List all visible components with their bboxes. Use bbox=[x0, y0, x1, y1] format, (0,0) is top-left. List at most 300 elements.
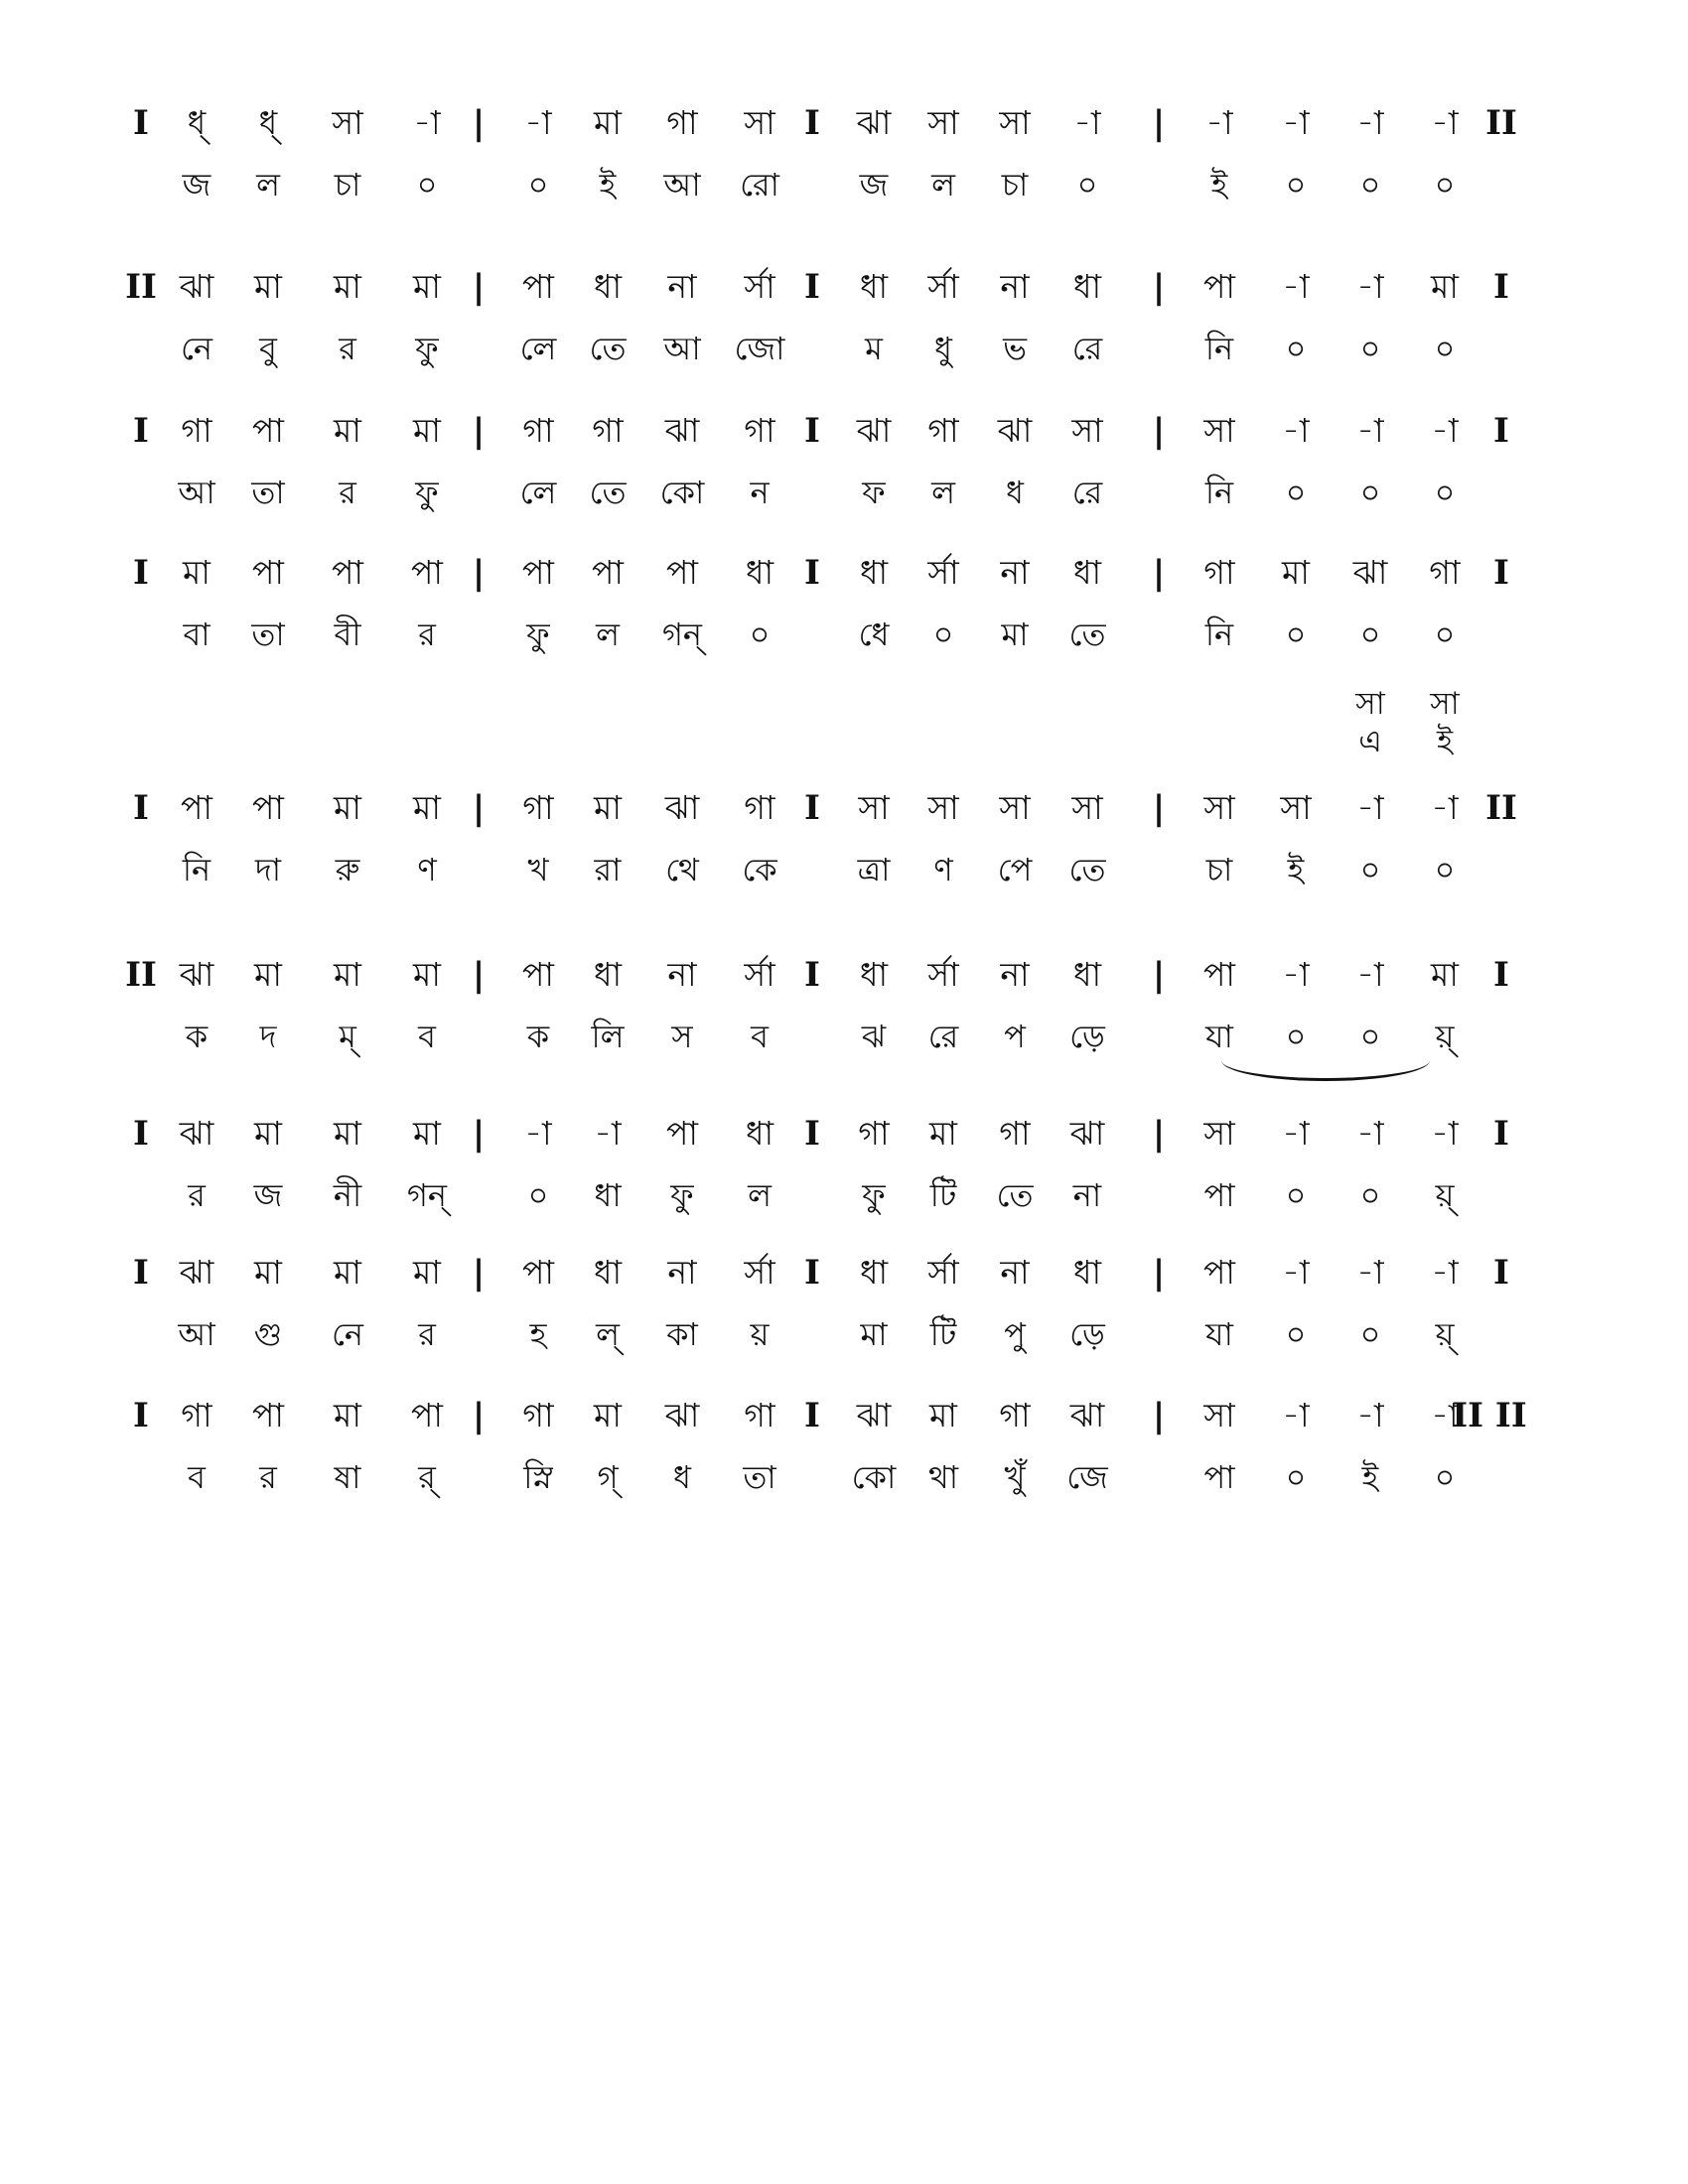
swara-line bbox=[0, 784, 1688, 844]
swara-note: -া bbox=[1431, 103, 1459, 142]
swara-note: -া bbox=[1282, 411, 1310, 450]
lyric-syllable: নি bbox=[182, 851, 211, 888]
swara-note: সা bbox=[332, 103, 363, 142]
bar-line: I bbox=[133, 103, 149, 143]
lyric-syllable: কো bbox=[851, 1458, 897, 1496]
alternate-lyric: ই bbox=[1436, 724, 1454, 759]
lyric-syllable: খুঁ bbox=[1004, 1458, 1026, 1496]
lyric-line bbox=[0, 846, 1688, 905]
lyric-syllable: চা bbox=[334, 166, 361, 204]
lyric-syllable: গন্ bbox=[661, 615, 703, 653]
lyric-syllable: য়্ bbox=[1435, 1176, 1455, 1214]
swara-note: সা bbox=[1280, 788, 1312, 827]
swara-note: ঝা bbox=[664, 788, 700, 827]
lyric-syllable: লি bbox=[591, 1018, 625, 1055]
lyric-syllable: তা bbox=[743, 1458, 776, 1496]
swara-note: সা bbox=[1203, 411, 1235, 450]
lyric-syllable: ০ bbox=[1359, 851, 1381, 888]
lyric-syllable: ০ bbox=[416, 166, 438, 204]
lyric-syllable: ক bbox=[185, 1018, 209, 1055]
swara-note: গা bbox=[999, 1396, 1031, 1434]
lyric-line bbox=[0, 1171, 1688, 1231]
swara-note: মা bbox=[334, 411, 361, 450]
bar-line: | bbox=[472, 1253, 486, 1293]
swara-note: মা bbox=[594, 1396, 622, 1434]
swara-note: -া bbox=[1356, 788, 1384, 827]
lyric-syllable: যা bbox=[1205, 1315, 1233, 1353]
lyric-syllable: পা bbox=[1203, 1176, 1235, 1214]
swara-note: ঝা bbox=[179, 267, 214, 306]
lyric-syllable: নি bbox=[1204, 615, 1234, 653]
swara-note: র্সা bbox=[927, 1253, 959, 1292]
swara-note: -া bbox=[1282, 955, 1310, 994]
bar-line: I bbox=[1493, 955, 1509, 995]
swara-note: ঝা bbox=[179, 1114, 214, 1153]
swara-line bbox=[0, 1110, 1688, 1169]
lyric-syllable: ০ bbox=[1434, 166, 1456, 204]
swara-note: ঝা bbox=[664, 411, 700, 450]
lyric-syllable: আ bbox=[178, 474, 215, 511]
bar-line: I bbox=[804, 267, 820, 307]
swara-note: গা bbox=[522, 411, 554, 450]
lyric-syllable: ০ bbox=[527, 1176, 549, 1214]
swara-note: সা bbox=[744, 103, 775, 142]
lyric-syllable: লে bbox=[519, 474, 557, 511]
lyric-syllable: ০ bbox=[1359, 1018, 1381, 1055]
slur-mark bbox=[1221, 1056, 1430, 1081]
bar-line: | bbox=[1152, 103, 1166, 143]
lyric-syllable: ০ bbox=[1434, 474, 1456, 511]
lyric-syllable: ঝ bbox=[861, 1018, 887, 1055]
swara-note: ধা bbox=[859, 267, 889, 306]
bar-line: I bbox=[804, 1396, 820, 1435]
lyric-syllable: টি bbox=[929, 1315, 957, 1353]
swara-note: গা bbox=[1429, 553, 1461, 592]
lyric-syllable: ষা bbox=[334, 1458, 361, 1496]
lyric-syllable: মা bbox=[860, 1315, 888, 1353]
swara-note: সা bbox=[927, 103, 959, 142]
bar-line: I bbox=[133, 553, 149, 593]
lyric-syllable: পা bbox=[1203, 1458, 1235, 1496]
lyric-syllable: চা bbox=[1001, 166, 1029, 204]
bar-line: | bbox=[1152, 788, 1166, 828]
swara-line bbox=[0, 407, 1688, 467]
lyric-syllable: রে bbox=[1071, 330, 1103, 367]
bar-line: I bbox=[804, 411, 820, 451]
lyric-syllable: দা bbox=[254, 851, 282, 888]
lyric-syllable: কা bbox=[666, 1315, 698, 1353]
swara-note: গা bbox=[181, 1396, 212, 1434]
lyric-syllable: ধে bbox=[858, 615, 890, 653]
swara-note: মা bbox=[413, 1114, 441, 1153]
swara-note: র্সা bbox=[927, 553, 959, 592]
swara-note: পা bbox=[522, 267, 554, 306]
bar-line: I bbox=[133, 1114, 149, 1154]
swara-note: গা bbox=[592, 411, 624, 450]
bar-line: | bbox=[1152, 411, 1166, 451]
swara-note: মা bbox=[254, 1114, 282, 1153]
swara-note: গা bbox=[744, 411, 775, 450]
swara-note: না bbox=[667, 1253, 697, 1292]
lyric-syllable: র bbox=[339, 330, 356, 367]
swara-note: -া bbox=[1356, 1253, 1384, 1292]
bar-line: I bbox=[133, 1253, 149, 1293]
swara-note: গা bbox=[999, 1114, 1031, 1153]
swara-note: মা bbox=[254, 1253, 282, 1292]
swara-note: র্সা bbox=[927, 267, 959, 306]
lyric-syllable: রে bbox=[927, 1018, 959, 1055]
swara-note: -া bbox=[1073, 103, 1101, 142]
lyric-syllable: ধা bbox=[594, 1176, 622, 1214]
swara-note: পা bbox=[1203, 1253, 1235, 1292]
bar-line: I bbox=[804, 1253, 820, 1293]
lyric-syllable: নে bbox=[331, 1315, 364, 1353]
lyric-syllable: ণ bbox=[933, 851, 953, 888]
bar-line: I bbox=[1493, 1114, 1509, 1154]
swara-note: র্সা bbox=[744, 1253, 775, 1292]
swara-note: ধা bbox=[745, 553, 774, 592]
swara-note: মা bbox=[929, 1114, 957, 1153]
lyric-syllable: ০ bbox=[749, 615, 771, 653]
swara-note: ধা bbox=[859, 553, 889, 592]
lyric-syllable: ফ bbox=[862, 474, 886, 511]
swara-note: মা bbox=[413, 788, 441, 827]
lyric-syllable: হ bbox=[529, 1315, 547, 1353]
swara-note: ধা bbox=[1072, 267, 1102, 306]
bar-line: | bbox=[1152, 955, 1166, 995]
bar-line: | bbox=[472, 788, 486, 828]
swara-note: সা bbox=[999, 788, 1031, 827]
lyric-syllable: জো bbox=[734, 330, 785, 367]
swara-note: মা bbox=[1282, 553, 1310, 592]
swara-note: ঝা bbox=[856, 103, 892, 142]
lyric-syllable: ক bbox=[526, 1018, 550, 1055]
lyric-syllable: তে bbox=[589, 474, 627, 511]
lyric-syllable: ল bbox=[748, 1176, 772, 1214]
lyric-syllable: ধ bbox=[1006, 474, 1024, 511]
lyric-syllable: ত্রা bbox=[857, 851, 891, 888]
swara-note: ধা bbox=[593, 267, 623, 306]
lyric-syllable: ০ bbox=[527, 166, 549, 204]
bar-line: | bbox=[472, 267, 486, 307]
lyric-syllable: র bbox=[339, 474, 356, 511]
lyric-syllable: খ bbox=[527, 851, 549, 888]
lyric-syllable: ব bbox=[751, 1018, 769, 1055]
lyric-syllable: নী bbox=[333, 1176, 362, 1214]
lyric-syllable: ০ bbox=[1285, 1315, 1307, 1353]
bar-line: II bbox=[1485, 788, 1517, 828]
swara-note: ধা bbox=[1072, 1253, 1102, 1292]
bar-line: | bbox=[472, 553, 486, 593]
swara-note: না bbox=[1000, 1253, 1030, 1292]
lyric-syllable: রো bbox=[740, 166, 779, 204]
alternate-lyric: এ bbox=[1358, 724, 1382, 759]
bar-line: II bbox=[125, 955, 157, 995]
lyric-syllable: র bbox=[418, 615, 436, 653]
swara-note: -া bbox=[1282, 1253, 1310, 1292]
bar-line: I bbox=[804, 788, 820, 828]
swara-note: মা bbox=[413, 955, 441, 994]
swara-note: পা bbox=[666, 1114, 698, 1153]
swara-line bbox=[0, 951, 1688, 1011]
swara-note: সা bbox=[1071, 411, 1103, 450]
swara-note: -া bbox=[1356, 1396, 1384, 1434]
bar-line: I bbox=[1493, 1253, 1509, 1293]
lyric-syllable: ম bbox=[865, 330, 883, 367]
bar-line: I bbox=[1493, 411, 1509, 451]
swara-line bbox=[0, 99, 1688, 159]
swara-note: গা bbox=[522, 788, 554, 827]
swara-note: মা bbox=[334, 1114, 361, 1153]
swara-note: গা bbox=[744, 788, 775, 827]
lyric-syllable: ই bbox=[1210, 166, 1228, 204]
swara-note: পা bbox=[1203, 267, 1235, 306]
swara-note: -া bbox=[1431, 1253, 1459, 1292]
lyric-syllable: ০ bbox=[1076, 166, 1098, 204]
swara-note: পা bbox=[252, 411, 284, 450]
lyric-syllable: ০ bbox=[932, 615, 954, 653]
swara-note: পা bbox=[252, 1396, 284, 1434]
lyric-line bbox=[0, 1453, 1688, 1513]
lyric-syllable: বু bbox=[259, 330, 277, 367]
lyric-syllable: ০ bbox=[1285, 1176, 1307, 1214]
lyric-syllable: নি bbox=[1204, 330, 1234, 367]
lyric-syllable: ফু bbox=[526, 615, 550, 653]
lyric-syllable: আ bbox=[178, 1315, 215, 1353]
bar-line: | bbox=[1152, 267, 1166, 307]
lyric-syllable: লে bbox=[519, 330, 557, 367]
bar-line: I bbox=[133, 1396, 149, 1435]
lyric-syllable: ল bbox=[931, 166, 955, 204]
swara-note: মা bbox=[413, 1253, 441, 1292]
lyric-syllable: যা bbox=[1205, 1018, 1233, 1055]
lyric-line bbox=[0, 161, 1688, 220]
swara-note: ধ্ bbox=[258, 103, 278, 142]
lyric-syllable: ০ bbox=[1285, 474, 1307, 511]
swara-note: পা bbox=[522, 1253, 554, 1292]
lyric-syllable: রে bbox=[1071, 474, 1103, 511]
swara-line bbox=[0, 1249, 1688, 1308]
swara-note: মা bbox=[254, 267, 282, 306]
lyric-line bbox=[0, 469, 1688, 528]
lyric-syllable: নে bbox=[180, 330, 213, 367]
lyric-syllable: তা bbox=[251, 615, 285, 653]
bar-line: | bbox=[472, 411, 486, 451]
swara-note: র্সা bbox=[927, 955, 959, 994]
lyric-syllable: ন bbox=[750, 474, 770, 511]
swara-note: সা bbox=[1203, 1396, 1235, 1434]
swara-note: গা bbox=[181, 411, 212, 450]
swara-note: মা bbox=[183, 553, 211, 592]
lyric-syllable: স্নি bbox=[523, 1458, 553, 1496]
lyric-syllable: ০ bbox=[1359, 1315, 1381, 1353]
lyric-syllable: য়্ bbox=[1435, 1018, 1455, 1055]
lyric-syllable: ০ bbox=[1285, 615, 1307, 653]
swara-note: -া bbox=[413, 103, 441, 142]
swara-note: পা bbox=[522, 955, 554, 994]
lyric-line bbox=[0, 611, 1688, 670]
swara-note: গা bbox=[666, 103, 698, 142]
swara-note: পা bbox=[411, 1396, 443, 1434]
lyric-syllable: ০ bbox=[1285, 1018, 1307, 1055]
swara-note: পা bbox=[252, 788, 284, 827]
lyric-syllable: বী bbox=[334, 615, 361, 653]
swara-line bbox=[0, 549, 1688, 609]
bar-line: I bbox=[804, 1114, 820, 1154]
swara-note: মা bbox=[334, 1396, 361, 1434]
lyric-syllable: ই bbox=[599, 166, 617, 204]
swara-note: ধা bbox=[745, 1114, 774, 1153]
lyric-syllable: ই bbox=[1361, 1458, 1379, 1496]
swara-note: -া bbox=[1282, 267, 1310, 306]
swara-note: ঝা bbox=[664, 1396, 700, 1434]
swara-note: ধা bbox=[593, 955, 623, 994]
swara-note: মা bbox=[334, 267, 361, 306]
lyric-syllable: কে bbox=[742, 851, 777, 888]
bar-line: I bbox=[133, 411, 149, 451]
bar-line: | bbox=[1152, 1253, 1166, 1293]
lyric-syllable: ০ bbox=[1434, 615, 1456, 653]
lyric-syllable: তা bbox=[251, 474, 285, 511]
swara-note: গা bbox=[1203, 553, 1235, 592]
swara-note: পা bbox=[411, 553, 443, 592]
swara-note: ঝা bbox=[179, 1253, 214, 1292]
lyric-syllable: ব bbox=[188, 1458, 206, 1496]
swara-note: ঝা bbox=[1069, 1396, 1105, 1434]
swara-note: মা bbox=[1431, 955, 1459, 994]
bar-line: II bbox=[1485, 103, 1517, 143]
lyric-line bbox=[0, 1013, 1688, 1072]
lyric-syllable: বা bbox=[183, 615, 211, 653]
lyric-syllable: য় bbox=[750, 1315, 770, 1353]
lyric-syllable: রা bbox=[594, 851, 622, 888]
swara-note: পা bbox=[181, 788, 212, 827]
swara-note: র্সা bbox=[744, 267, 775, 306]
lyric-syllable: তে bbox=[1068, 851, 1106, 888]
swara-note: মা bbox=[594, 788, 622, 827]
lyric-syllable: ধু bbox=[934, 330, 952, 367]
swara-note: পা bbox=[332, 553, 363, 592]
lyric-syllable: ল্ bbox=[596, 1315, 620, 1353]
swara-note: ঝা bbox=[856, 411, 892, 450]
swara-note: ঝা bbox=[997, 411, 1033, 450]
swara-note: -া bbox=[1205, 103, 1233, 142]
bar-line: | bbox=[1152, 1396, 1166, 1435]
alternate-swara: সা bbox=[1355, 686, 1385, 722]
lyric-syllable: ভ bbox=[1003, 330, 1027, 367]
lyric-syllable: মা bbox=[1001, 615, 1029, 653]
lyric-syllable: ড়ে bbox=[1069, 1315, 1105, 1353]
swara-note: না bbox=[667, 955, 697, 994]
swara-note: -া bbox=[1356, 1114, 1384, 1153]
swara-note: -া bbox=[1431, 411, 1459, 450]
swara-note: না bbox=[1000, 267, 1030, 306]
lyric-syllable: তে bbox=[1068, 615, 1106, 653]
swara-note: মা bbox=[1431, 267, 1459, 306]
swara-note: মা bbox=[413, 267, 441, 306]
swara-line bbox=[0, 263, 1688, 323]
lyric-syllable: র bbox=[418, 1315, 436, 1353]
swara-note: ধা bbox=[1072, 955, 1102, 994]
lyric-syllable: ণ bbox=[417, 851, 437, 888]
bar-line: | bbox=[472, 955, 486, 995]
lyric-syllable: ০ bbox=[1285, 166, 1307, 204]
swara-note: ধা bbox=[593, 1253, 623, 1292]
swara-note: -া bbox=[1282, 1114, 1310, 1153]
swara-note: পা bbox=[592, 553, 624, 592]
swara-note: -া bbox=[1282, 103, 1310, 142]
bar-line: I bbox=[804, 553, 820, 593]
lyric-syllable: জে bbox=[1066, 1458, 1108, 1496]
lyric-syllable: ০ bbox=[1359, 474, 1381, 511]
swara-note: মা bbox=[334, 788, 361, 827]
lyric-syllable: ফু bbox=[415, 474, 439, 511]
lyric-syllable: না bbox=[1072, 1176, 1102, 1214]
lyric-syllable: কো bbox=[659, 474, 705, 511]
lyric-syllable: নি bbox=[1204, 474, 1234, 511]
lyric-line bbox=[0, 325, 1688, 384]
swara-note: গা bbox=[927, 411, 959, 450]
swara-note: -া bbox=[1356, 955, 1384, 994]
swara-note: না bbox=[667, 267, 697, 306]
lyric-syllable: গু bbox=[253, 1315, 283, 1353]
lyric-syllable: টি bbox=[929, 1176, 957, 1214]
swara-note: মা bbox=[334, 955, 361, 994]
lyric-syllable: ল bbox=[596, 615, 620, 653]
lyric-syllable: স bbox=[671, 1018, 693, 1055]
swara-note: না bbox=[1000, 553, 1030, 592]
lyric-syllable: ০ bbox=[1285, 1458, 1307, 1496]
lyric-syllable: ০ bbox=[1359, 615, 1381, 653]
lyric-syllable: ০ bbox=[1359, 166, 1381, 204]
bar-line: | bbox=[472, 1396, 486, 1435]
swara-note: পা bbox=[522, 553, 554, 592]
swara-note: -া bbox=[1356, 267, 1384, 306]
bar-line: | bbox=[472, 1114, 486, 1154]
swara-note: সা bbox=[858, 788, 890, 827]
lyric-syllable: জ bbox=[182, 166, 211, 204]
lyric-syllable: ল bbox=[256, 166, 280, 204]
swara-note: গা bbox=[858, 1114, 890, 1153]
lyric-syllable: জ bbox=[859, 166, 889, 204]
swara-note: ঝা bbox=[1069, 1114, 1105, 1153]
swara-note: গা bbox=[744, 1396, 775, 1434]
lyric-syllable: য়্ bbox=[1435, 1315, 1455, 1353]
lyric-syllable: র bbox=[259, 1458, 277, 1496]
swara-note: ঝা bbox=[179, 955, 214, 994]
lyric-syllable: ফু bbox=[670, 1176, 694, 1214]
bar-line: I bbox=[133, 788, 149, 828]
swara-note: ধা bbox=[859, 1253, 889, 1292]
swara-note: -া bbox=[1431, 788, 1459, 827]
lyric-syllable: জ bbox=[253, 1176, 283, 1214]
swara-note: ঝা bbox=[856, 1396, 892, 1434]
lyric-syllable: ফু bbox=[415, 330, 439, 367]
bar-line: | bbox=[1152, 553, 1166, 593]
swara-note: গা bbox=[522, 1396, 554, 1434]
swara-note: -া bbox=[524, 103, 552, 142]
swara-note: সা bbox=[1203, 788, 1235, 827]
lyric-syllable: ড়ে bbox=[1069, 1018, 1105, 1055]
swara-note: ধ্ bbox=[187, 103, 207, 142]
swara-note: ঝা bbox=[1352, 553, 1388, 592]
swara-note: মা bbox=[413, 411, 441, 450]
swara-note: পা bbox=[1203, 955, 1235, 994]
lyric-syllable: প bbox=[1004, 1018, 1026, 1055]
bar-line: II bbox=[125, 267, 157, 307]
bar-line: I bbox=[1493, 553, 1509, 593]
swara-note: সা bbox=[1203, 1114, 1235, 1153]
